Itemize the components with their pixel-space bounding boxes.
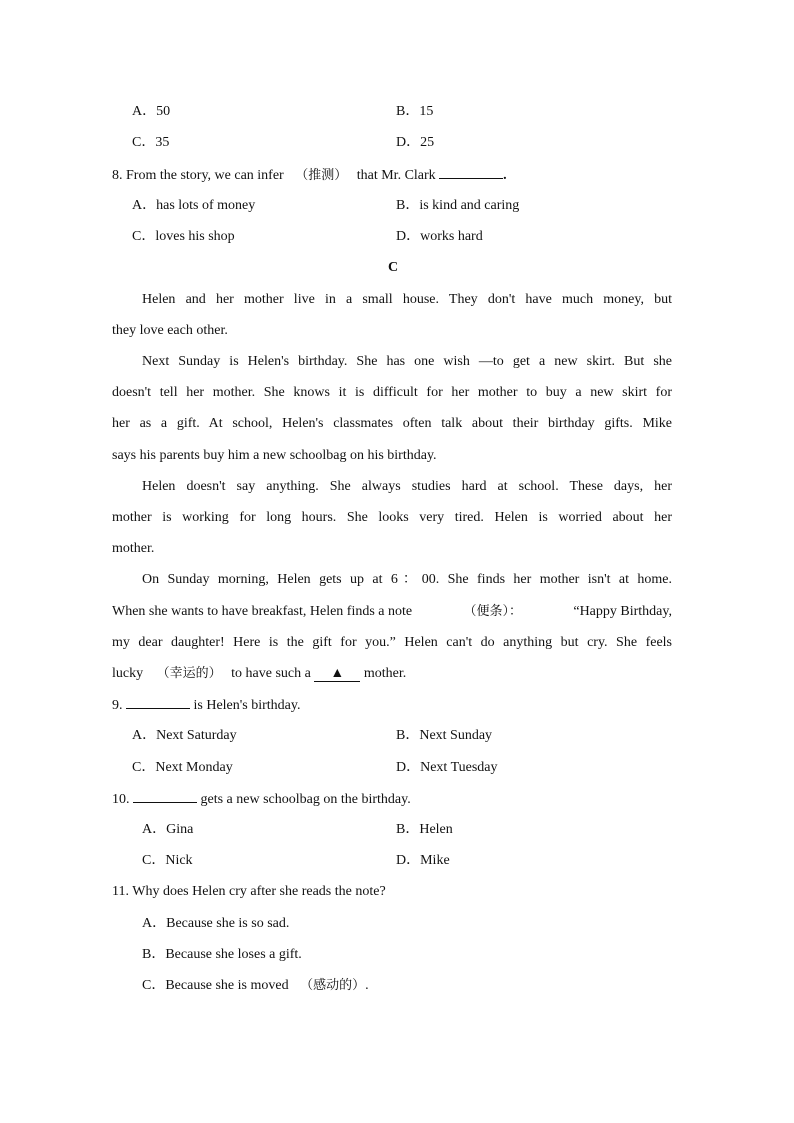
passage-p3-line3: mother. bbox=[112, 541, 155, 556]
passage-p4-line4 bbox=[112, 665, 406, 683]
q9-suffix: is Helen's birthday. bbox=[193, 698, 301, 713]
passage-p1-line2: they love each other. bbox=[112, 323, 228, 338]
section-heading: C bbox=[388, 260, 399, 275]
q11-option-a: A．Because she is so sad. bbox=[142, 916, 290, 931]
passage-p4-line2-a: When she wants to have breakfast, Helen finds a note bbox=[112, 604, 413, 619]
q11-option-c bbox=[142, 977, 369, 995]
passage-p2-line3: her as a gift. At school, Helen's classmates often talk about their birthday gifts. Mike bbox=[112, 416, 672, 431]
q8-answer-blank bbox=[439, 166, 503, 179]
q9-option-c: C．Next Monday bbox=[132, 760, 233, 775]
q9-number: 9. bbox=[112, 698, 123, 713]
passage-p4-line4-c: mother. bbox=[363, 666, 407, 681]
q11-option-b: B．Because she loses a gift. bbox=[142, 947, 302, 962]
passage-p3-line2: mother is working for long hours. She looks very tired. Helen is worried about her bbox=[112, 510, 672, 525]
passage-p4-line4-b: to have such a bbox=[231, 666, 311, 681]
q8-note: （推测） bbox=[295, 168, 348, 183]
q8-option-d: D．works hard bbox=[396, 229, 483, 244]
passage-p4-line2-b: “Happy Birthday, bbox=[573, 604, 672, 619]
q10-option-a: A．Gina bbox=[142, 822, 194, 837]
passage-p4-line4-note: （幸运的） bbox=[156, 666, 222, 681]
q8-suffix: that Mr. Clark bbox=[356, 168, 436, 183]
q10-option-b: B．Helen bbox=[396, 822, 453, 837]
q7-option-b: B．15 bbox=[396, 104, 434, 119]
q11-stem: 11. Why does Helen cry after she reads the note? bbox=[112, 884, 386, 899]
passage-p3-line1: Helen doesn't say anything. She always studies hard at school. These days, her bbox=[142, 479, 672, 494]
passage-p2-line1: Next Sunday is Helen's birthday. She has one wish —to get a new skirt. But she bbox=[142, 354, 672, 369]
q9-option-d: D．Next Tuesday bbox=[396, 760, 498, 775]
q11-option-c-note: （感动的） bbox=[300, 978, 366, 993]
q10-number: 10. bbox=[112, 792, 130, 807]
q8-end: . bbox=[503, 168, 507, 183]
passage-blank-triangle: ▲ bbox=[314, 667, 360, 682]
passage-p1-line1: Helen and her mother live in a small house. They don't have much money, but bbox=[142, 292, 672, 307]
q10-suffix: gets a new schoolbag on the birthday. bbox=[200, 792, 411, 807]
q9-option-a: A．Next Saturday bbox=[132, 728, 237, 743]
q11-option-c-end: . bbox=[365, 978, 369, 993]
passage-p2-line2: doesn't tell her mother. She knows it is difficult for her mother to buy a new skirt for bbox=[112, 385, 672, 400]
q8-option-a: A．has lots of money bbox=[132, 198, 256, 213]
q9-answer-blank bbox=[126, 696, 190, 709]
passage-p4-line4-a: lucky bbox=[112, 666, 144, 681]
passage-p4-line1: On Sunday morning, Helen gets up at 6：00. She finds her mother isn't at home. bbox=[142, 572, 672, 587]
q8-prefix: 8. From the story, we can infer bbox=[112, 168, 284, 183]
passage-p2-line4: says his parents buy him a new schoolbag on his birthday. bbox=[112, 448, 437, 463]
passage-p4-line3: my dear daughter! Here is the gift for you.” Helen can't do anything but cry. She feels bbox=[112, 635, 672, 650]
q10-option-d: D．Mike bbox=[396, 853, 450, 868]
q8-option-b: B．is kind and caring bbox=[396, 198, 520, 213]
q9-option-b: B．Next Sunday bbox=[396, 728, 493, 743]
q10-option-c: C．Nick bbox=[142, 853, 193, 868]
q7-option-c: C．35 bbox=[132, 135, 170, 150]
q10-answer-blank bbox=[133, 790, 197, 803]
q9-stem bbox=[112, 696, 300, 715]
q7-option-a: A．50 bbox=[132, 104, 171, 119]
q8-stem bbox=[112, 166, 507, 185]
q11-option-c-text: C．Because she is moved bbox=[142, 978, 289, 993]
q7-option-d: D．25 bbox=[396, 135, 435, 150]
passage-p4-line2-note: （便条）： bbox=[463, 604, 522, 619]
passage-p4-line2 bbox=[112, 603, 672, 621]
q10-stem bbox=[112, 790, 411, 809]
q8-option-c: C．loves his shop bbox=[132, 229, 235, 244]
